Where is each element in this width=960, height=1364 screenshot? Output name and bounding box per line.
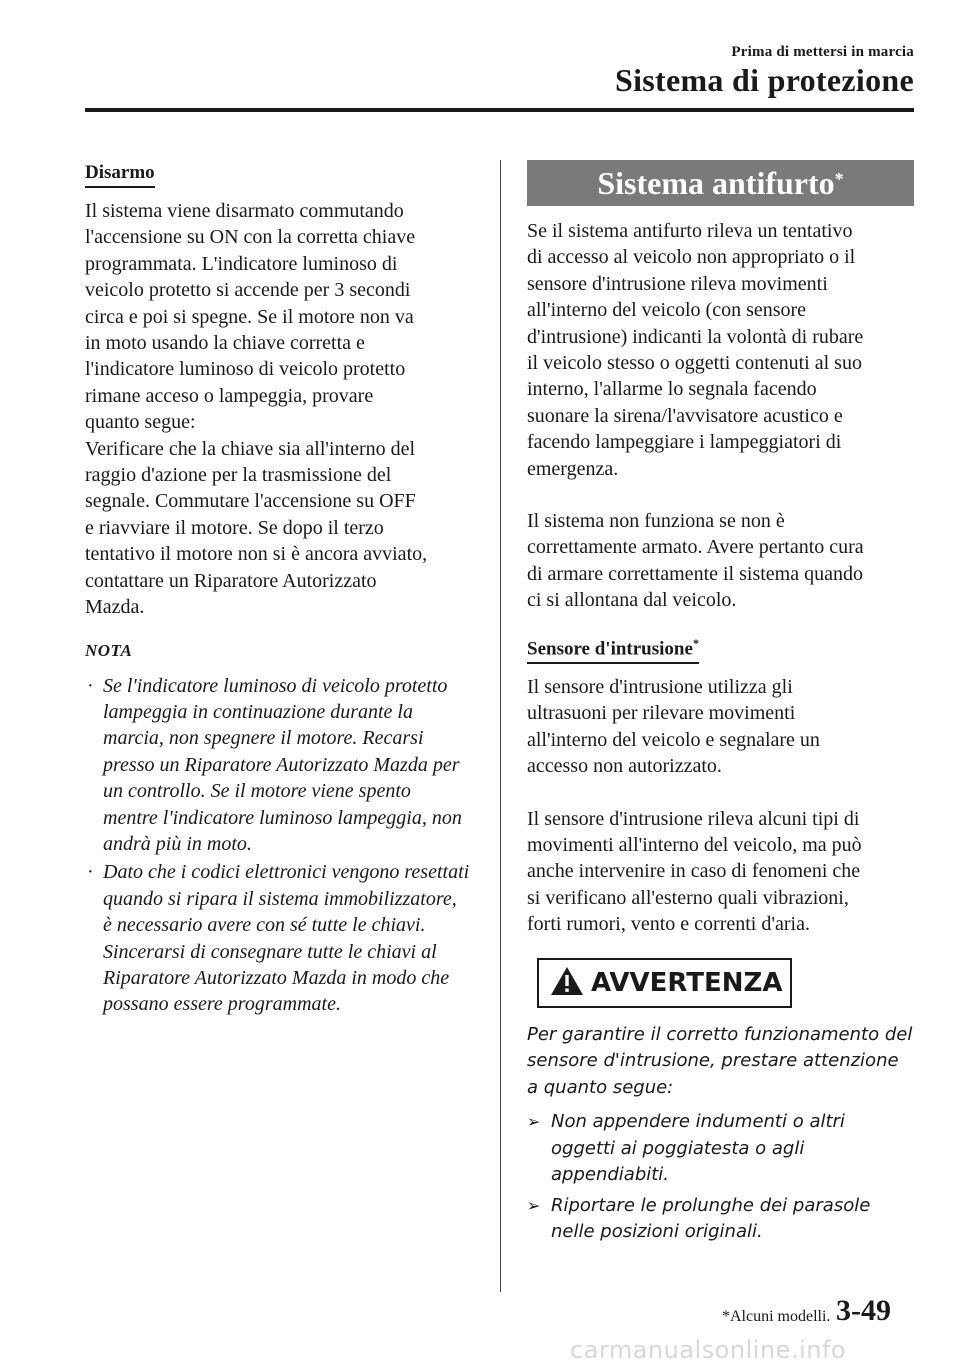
left-column — [85, 160, 470, 1020]
note-text: Dato che i codici elettronici vengono resettati quando si ripara il sistema immobilizzatore, è necessario avere con sé tutte le chiavi. Sincerarsi di consegnare tutte le chiavi al Riparatore Autorizzato Mazda in modo che possano essere programmate. — [103, 861, 470, 1016]
antifurto-title: Sistema antifurto — [597, 165, 835, 201]
page-number: 3-49 — [836, 1294, 891, 1327]
arrow-icon: ➢ — [527, 1112, 541, 1132]
note-item — [85, 859, 470, 1017]
disarmo-text: Il sistema viene disarmato commutando l'accensione su ON con la corretta chiave programmata. L'indicatore luminoso di veicolo protetto si accende per 3 secondi circa e poi si spegne. Se il motore non va in moto usando la chiave corretta e l'indicatore luminoso di veicolo protetto rimane acceso o lampeggia, provare quanto segue: Verificare che la chiave sia all'interno del raggio d'azione per la trasmissione del segnale. Commutare l'accensione su OFF e riavviare il motore. Se dopo il terzo tentativo il motore non si è ancora avviato, contattare un Riparatore Autorizzato Mazda. — [85, 200, 428, 619]
warning-box — [537, 958, 792, 1008]
disarmo-heading: Disarmo — [85, 160, 155, 188]
antifurto-text-1: Se il sistema antifurto rileva un tentativo di accesso al veicolo non appropriato o il sensore d'intrusione rileva movimenti all'interno del veicolo (con sensore d'intrusione) indicanti la volontà di rubare il veicolo stesso o oggetti contenuti al suo interno, l'allarme lo segnala facendo suonare la sirena/l'avvisatore acustico e facendo lampeggiare i lampeggiatori di emergenza. — [527, 220, 864, 480]
warning-item — [527, 1109, 914, 1189]
antifurto-text-2: Il sistema non funziona se non è correttamente armato. Avere pertanto cura di armare correttamente il sistema quando ci si allontana dal veicolo. — [527, 510, 864, 612]
header-rule — [85, 108, 914, 112]
sensore-asterisk: * — [692, 635, 699, 650]
note-list — [85, 673, 470, 1018]
right-column — [527, 160, 914, 1250]
bullet-icon: · — [87, 674, 94, 697]
sensore-heading-text: Sensore d'intrusione — [527, 638, 693, 660]
antifurto-title-box — [527, 160, 914, 206]
nota-label: NOTA — [85, 640, 133, 660]
page-title: Sistema di protezione — [614, 62, 914, 98]
sensore-text-2: Il sensore d'intrusione rileva alcuni tipi di movimenti all'interno del veicolo, ma può anche intervenire in caso di fenomeni che si verificano all'esterno quali vibrazioni, forti rumori, vento e correnti d'aria. — [527, 807, 862, 936]
sensore-text-1: Il sensore d'intrusione utilizza gli ultrasuoni per rilevare movimenti all'interno del veicolo e segnalare un accesso non autorizzato. — [527, 676, 820, 778]
note-text: Se l'indicatore luminoso di veicolo protetto lampeggia in continuazione durante la marcia, non spegnere il motore. Recarsi presso un Riparatore Autorizzato Mazda per un controllo. Se il motore viene spento mentre l'indicatore luminoso lampeggia, non andrà più in moto. — [103, 674, 462, 855]
warning-item-text: Riportare le prolunghe dei parasole nelle posizioni originali. — [551, 1194, 871, 1243]
sensore-heading — [527, 630, 699, 664]
warning-label: AVVERTENZA — [591, 967, 783, 998]
arrow-icon: ➢ — [527, 1195, 541, 1215]
antifurto-asterisk: * — [834, 169, 844, 189]
note-item — [85, 673, 470, 858]
warning-list — [527, 1109, 914, 1246]
warning-triangle-icon — [549, 965, 585, 997]
footer-note: *Alcuni modelli. — [722, 1308, 831, 1325]
warning-text: Per garantire il corretto funzionamento del sensore d'intrusione, prestare attenzione a quanto segue: — [527, 1023, 913, 1098]
warning-item-text: Non appendere indumenti o altri oggetti ai poggiatesta o agli appendiabiti. — [551, 1111, 845, 1186]
bullet-icon: · — [87, 861, 94, 884]
warning-item — [527, 1193, 914, 1246]
column-divider — [500, 160, 501, 1292]
site-watermark: carmanualsonline.info — [570, 1336, 847, 1364]
chapter-title: Prima di mettersi in marcia — [731, 44, 914, 60]
